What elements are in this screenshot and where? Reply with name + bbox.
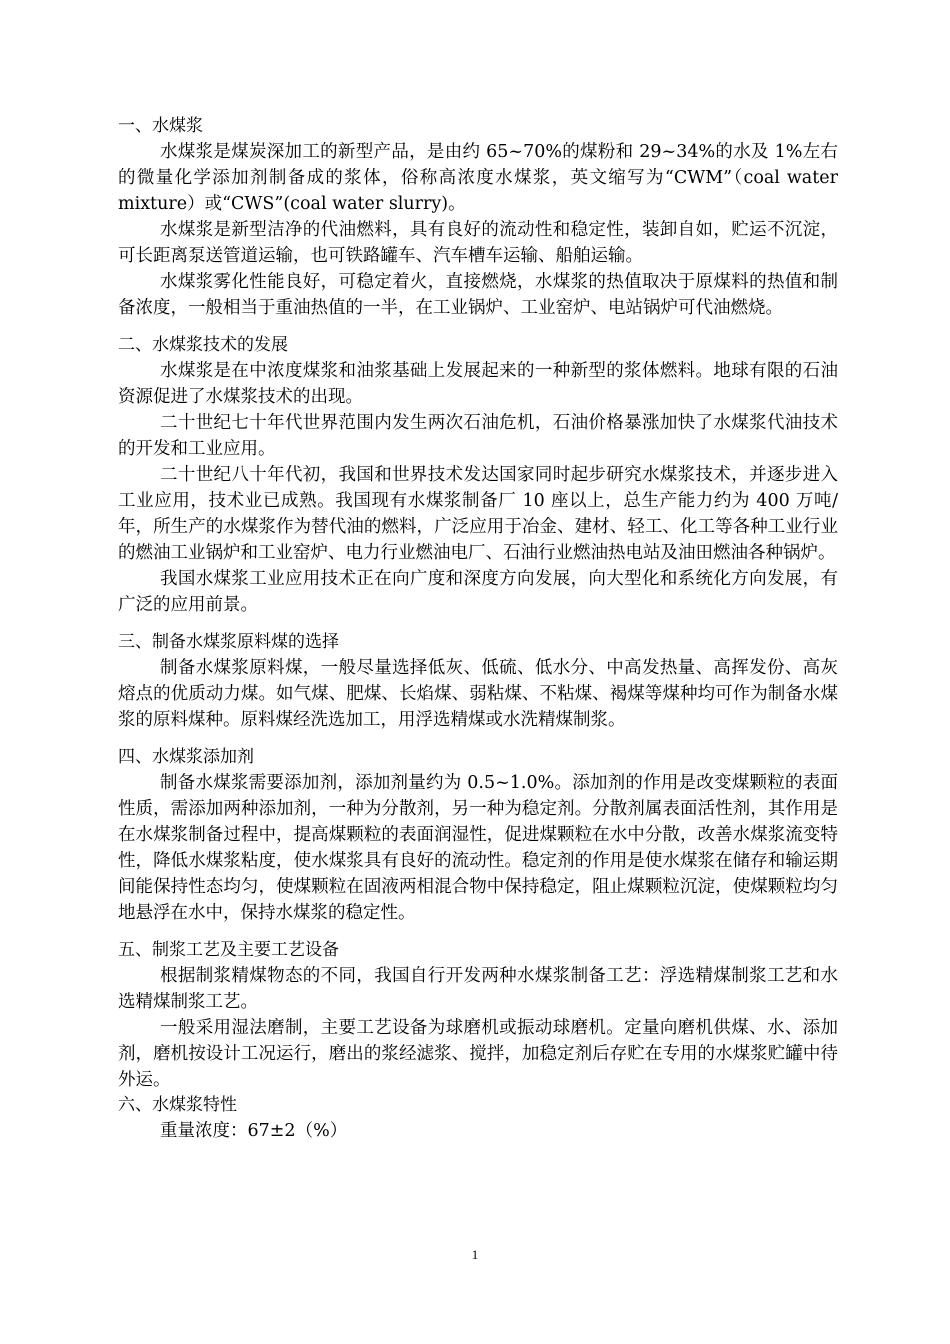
paragraph: 二十世纪八十年代初，我国和世界技术发达国家同时起步研究水煤浆技术，并逐步进入工业应用，技术业已成熟。我国现有水煤浆制备厂 10 座以上，总生产能力约为 400 万吨/年，所生产的水煤浆作为替代油的燃料，广泛应用于冶金、建材、轻工、化工等各种工业行业的燃油工业锅炉和工业窑炉、电力行业燃油电厂、石油行业燃油热电站及油田燃油各种锅炉。: [118, 465, 838, 563]
section-heading-4: 四、水煤浆添加剂: [118, 747, 254, 767]
paragraph: 根据制浆精煤物态的不同，我国自行开发两种水煤浆制备工艺：浮选精煤制浆工艺和水选精煤制浆工艺。: [118, 966, 838, 1012]
paragraph: 二十世纪七十年代世界范围内发生两次石油危机，石油价格暴涨加快了水煤浆代油技术的开发和工业应用。: [118, 413, 838, 459]
paragraph: 水煤浆是在中浓度煤浆和油浆基础上发展起来的一种新型的浆体燃料。地球有限的石油资源促进了水煤浆技术的出现。: [118, 361, 838, 407]
paragraph: 我国水煤浆工业应用技术正在向广度和深度方向发展，向大型化和系统化方向发展，有广泛的应用前景。: [118, 569, 838, 615]
paragraph: 水煤浆雾化性能良好，可稳定着火，直接燃烧，水煤浆的热值取决于原煤料的热值和制备浓度，一般相当于重油热值的一半，在工业锅炉、工业窑炉、电站锅炉可代油燃烧。: [118, 272, 838, 318]
document-body: [118, 114, 838, 1144]
paragraph: 制备水煤浆原料煤，一般尽量选择低灰、低硫、低水分、中高发热量、高挥发份、高灰熔点的优质动力煤。如气煤、肥煤、长焰煤、弱粘煤、不粘煤、褐煤等煤种均可作为制备水煤浆的原料煤种。原料煤经洗选加工，用浮选精煤或水洗精煤制浆。: [118, 658, 838, 730]
section-heading-5: 五、制浆工艺及主要工艺设备: [118, 940, 339, 960]
paragraph: 一般采用湿法磨制，主要工艺设备为球磨机或振动球磨机。定量向磨机供煤、水、添加剂，磨机按设计工况运行，磨出的浆经滤浆、搅拌，加稳定剂后存贮在专用的水煤浆贮罐中待外运。: [118, 1018, 838, 1090]
section-heading-3: 三、制备水煤浆原料煤的选择: [118, 632, 339, 652]
page-number: 1: [471, 1247, 479, 1262]
paragraph: 水煤浆是煤炭深加工的新型产品，是由约 65~70%的煤粉和 29~34%的水及 1%左右的微量化学添加剂制备成的浆体，俗称高浓度水煤浆，英文缩写为“CWM”（coal water mixture）或“CWS”(coal water slurry)。: [118, 142, 838, 214]
paragraph: 水煤浆是新型洁净的代油燃料，具有良好的流动性和稳定性，装卸自如，贮运不沉淀，可长距离泵送管道运输，也可铁路罐车、汽车槽车运输、船舶运输。: [118, 220, 838, 266]
paragraph: 重量浓度：67±2（%）: [160, 1121, 348, 1141]
section-heading-6: 六、水煤浆特性: [118, 1095, 237, 1115]
section-heading-2: 二、水煤浆技术的发展: [118, 335, 288, 355]
section-heading-1: 一、水煤浆: [118, 116, 203, 136]
paragraph: 制备水煤浆需要添加剂，添加剂量约为 0.5~1.0%。添加剂的作用是改变煤颗粒的表面性质，需添加两种添加剂，一种为分散剂，另一种为稳定剂。分散剂属表面活性剂，其作用是在水煤浆制备过程中，提高煤颗粒的表面润湿性，促进煤颗粒在水中分散，改善水煤浆流变特性，降低水煤浆粘度，使水煤浆具有良好的流动性。稳定剂的作用是使水煤浆在储存和输运期间能保持性态均匀，使煤颗粒在固液两相混合物中保持稳定，阻止煤颗粒沉淀，使煤颗粒均匀地悬浮在水中，保持水煤浆的稳定性。: [118, 773, 838, 923]
